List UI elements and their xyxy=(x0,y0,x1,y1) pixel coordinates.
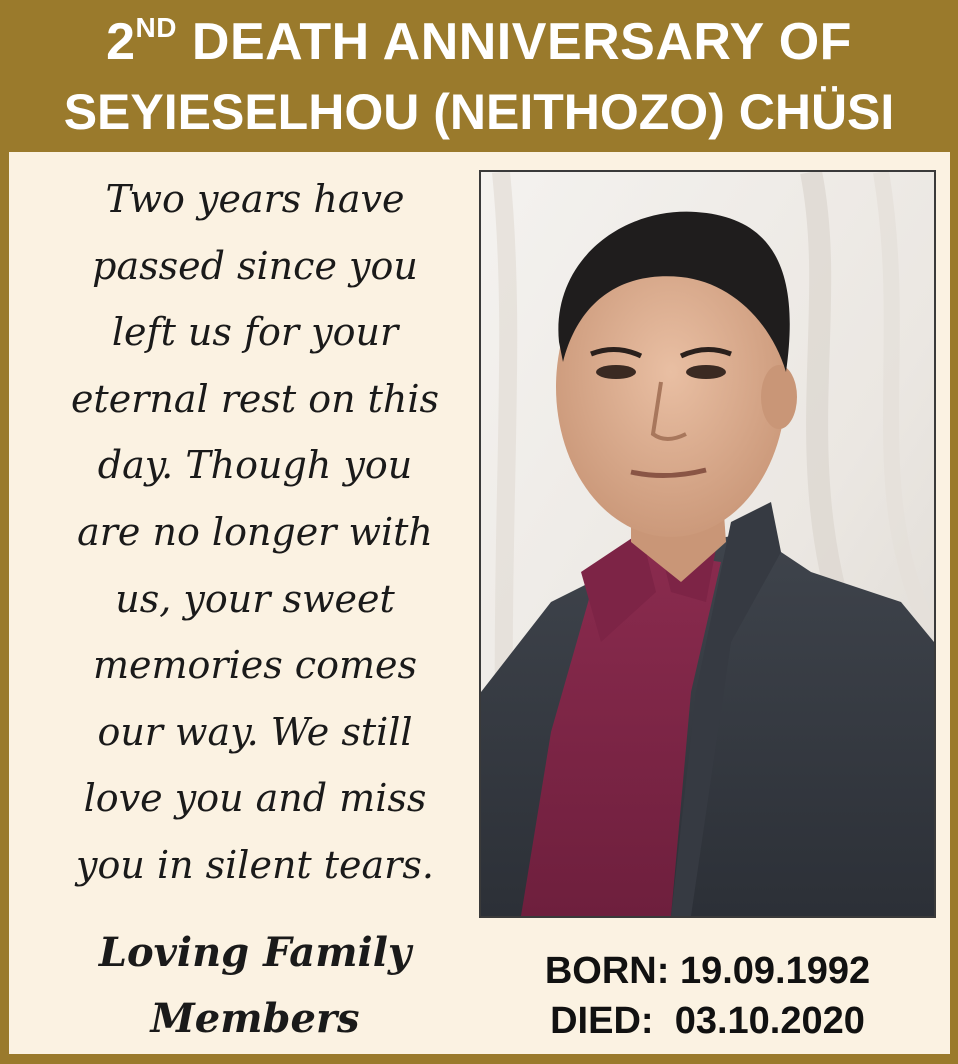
tribute-line: passed since you xyxy=(92,243,418,288)
anniversary-number: 2 xyxy=(106,13,136,71)
born-label: BORN: xyxy=(544,950,670,992)
born-value: 19.09.1992 xyxy=(679,950,871,992)
content-panel xyxy=(9,152,950,1054)
portrait-photo xyxy=(479,170,936,918)
tribute-line: Two years have xyxy=(105,177,405,221)
died-value: 03.10.2020 xyxy=(674,1000,865,1042)
portrait-illustration xyxy=(481,172,934,916)
died-date xyxy=(479,996,936,1046)
signoff-line: Loving Family xyxy=(98,929,412,976)
header-title xyxy=(0,10,958,74)
header-banner xyxy=(0,0,958,152)
tribute-line: are no longer with xyxy=(77,509,433,554)
tribute-line: us, your sweet xyxy=(115,576,395,621)
tribute-line: our way. We still xyxy=(97,709,413,754)
tribute-line: memories comes xyxy=(92,643,417,688)
tribute-line: eternal rest on this xyxy=(70,376,440,421)
tribute-line: love you and miss xyxy=(83,776,427,821)
died-label: DIED: xyxy=(550,1000,654,1042)
tribute-line: left us for your xyxy=(111,310,399,355)
family-signoff xyxy=(31,920,479,1052)
tribute-line: day. Though you xyxy=(97,443,413,488)
life-dates xyxy=(479,946,936,1046)
born-date xyxy=(479,946,936,996)
header-title-text: DEATH ANNIVERSARY OF xyxy=(176,13,852,71)
ordinal-suffix: ND xyxy=(135,12,177,43)
signoff-line: Members xyxy=(150,995,360,1042)
deceased-name: SEYIESELHOU (NEITHOZO) CHÜSI xyxy=(63,84,895,140)
tribute-line: you in silent tears. xyxy=(76,842,434,887)
tribute-text xyxy=(31,166,479,899)
